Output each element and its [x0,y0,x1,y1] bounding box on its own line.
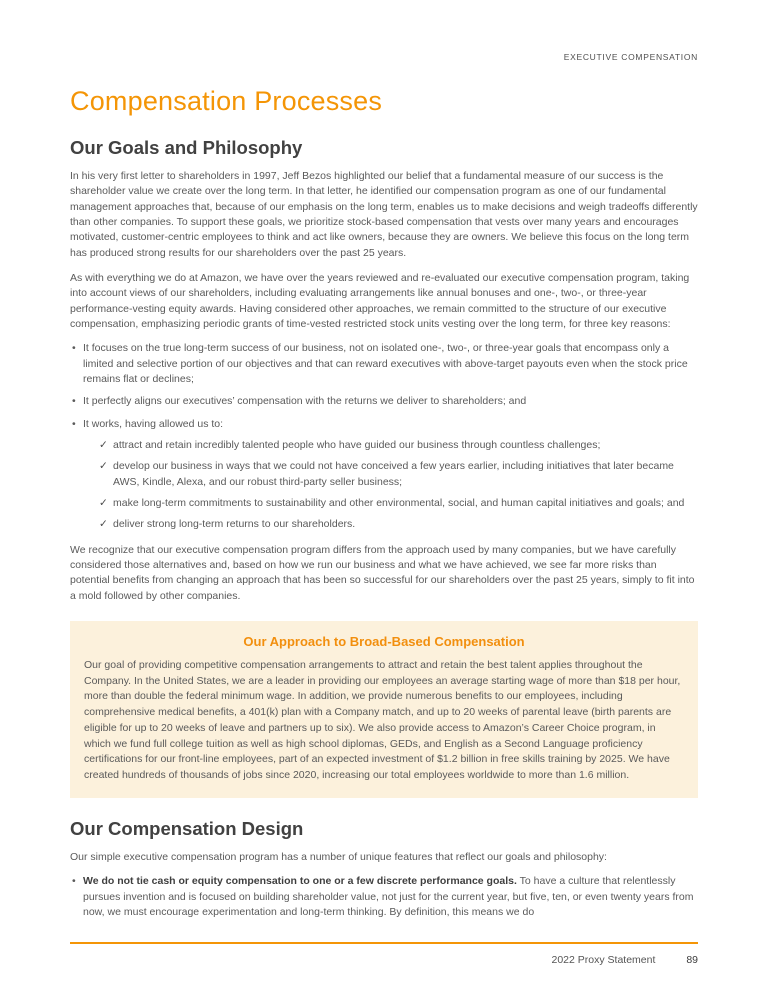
check-list [97,438,698,533]
bullet-text: It focuses on the true long-term success of our business, not on isolated one-, two-, or three-year goals that encompass only a limited and selective portion of our objectives and that can reward executives with above-target payouts even when the stock price remains flat or declines; [83,342,688,385]
broad-based-compensation-callout [70,621,698,798]
bullet-text: It perfectly aligns our executives’ compensation with the returns we deliver to shareholders; and [83,395,527,408]
goals-paragraph-3: We recognize that our executive compensation program differs from the approach used by many companies, but we have carefully considered those alternatives and, based on how we run our business and what we have achieved, we see far more risks than potential benefits from changing an approach that has been so successful for our shareholders over the past 25 years, simply to fit into a mold followed by other companies. [70,543,695,602]
page-title: Compensation Processes [70,86,383,116]
list-item [70,341,698,387]
check-icon: ✓ [99,496,108,509]
list-item [70,394,698,409]
callout-body: Our goal of providing competitive compensation arrangements to attract and retain the best talent applies throughout the Company. In the United States, we are a leader in providing our employees an average starting wage of more than $18 per hour, more than double the federal minimum wage. In addition, we provide numerous benefits to our employees, including comprehensive medical benefits, a 401(k) plan with a Company match, and up to 20 weeks of parental leave (birth parents are eligible for up to 20 weeks of leave and partners up to six). We also provide access to Amazon’s Career Choice program, in which we fund full college tuition as well as high school diplomas, GEDs, and English as a Second Language proficiency certifications for our front-line employees, part of an expected investment of $1.2 billion in free skills training by 2025. We have created hundreds of thousands of jobs since 2020, increasing our total employees worldwide to more than 1.6 million. [84,658,681,782]
list-item [70,417,698,533]
bullet-icon: • [72,342,76,355]
section-heading-goals: Our Goals and Philosophy [70,137,303,158]
goals-paragraph-1: In his very first letter to shareholders in 1997, Jeff Bezos highlighted our belief that a fundamental measure of our success is the shareholder value we create over the long term. In that letter, he identified our compensation program as one of our fundamental management approaches that, because of our emphasis on the long term, enables us to make decisions and weigh tradeoffs differently than other companies. To support these goals, we prioritize stock-based compensation that vests over many years and encourages motivated, customer-centric employees to think and act like owners, because they are owners. We believe this focus on the long term has produced strong results for our shareholders over the past 25 years. [70,170,698,259]
bullet-icon: • [72,875,76,888]
page-footer [70,942,698,966]
footer-rule [70,942,698,944]
callout-title: Our Approach to Broad-Based Compensation [243,633,525,649]
running-header [70,52,698,62]
bullet-icon: • [72,395,76,408]
list-item [97,517,698,532]
running-header-label: EXECUTIVE COMPENSATION [563,52,698,62]
check-icon: ✓ [99,460,108,473]
compensation-design-section [70,818,698,920]
check-text: develop our business in ways that we could not have conceived a few years earlier, including initiatives that later became AWS, Kindle, Alexa, and our robust third-party seller business; [113,460,674,488]
list-item [97,459,698,490]
bullet-rest: To have a culture that relentlessly pursues invention and is focused on building shareholder value, not just for the current year, but five, ten, or even twenty years from now, we must encourage experimentation and long-term thinking. By definition, this means we do [83,875,694,918]
bullet-icon: • [72,417,76,430]
design-intro: Our simple executive compensation program has a number of unique features that reflect our goals and philosophy: [70,850,607,863]
bullet-bold-lead: We do not tie cash or equity compensation to one or a few discrete performance goals. [83,875,517,888]
check-text: attract and retain incredibly talented people who have guided our business through countless challenges; [113,438,601,451]
list-item [97,496,698,511]
design-bullet-list [70,874,698,920]
list-item [97,438,698,453]
check-icon: ✓ [99,518,108,531]
bullet-text: It works, having allowed us to: [83,417,224,430]
page-number: 89 [686,954,698,966]
section-heading-design: Our Compensation Design [70,817,304,839]
goals-paragraph-2: As with everything we do at Amazon, we have over the years reviewed and re-evaluated our executive compensation program, taking into account views of our shareholders, including evaluating arrangements like annual bonuses and one-, two-, or three-year performance-vesting equity awards. Having considered other approaches, we remain committed to the structure of our executive compensation, emphasizing periodic grants of time-vested restricted stock units vesting over the long term, for three key reasons: [70,271,690,330]
bullet-text-with-sublist [83,417,698,533]
check-text: deliver strong long-term returns to our shareholders. [113,518,356,531]
bullet-text [83,874,698,920]
check-icon: ✓ [99,438,108,451]
goals-philosophy-section [70,137,698,604]
footer-label: 2022 Proxy Statement [551,954,656,966]
list-item [70,874,698,920]
goals-bullet-list [70,341,698,532]
check-text: make long-term commitments to sustainability and other environmental, social, and human capital initiatives and goals; and [113,496,685,509]
